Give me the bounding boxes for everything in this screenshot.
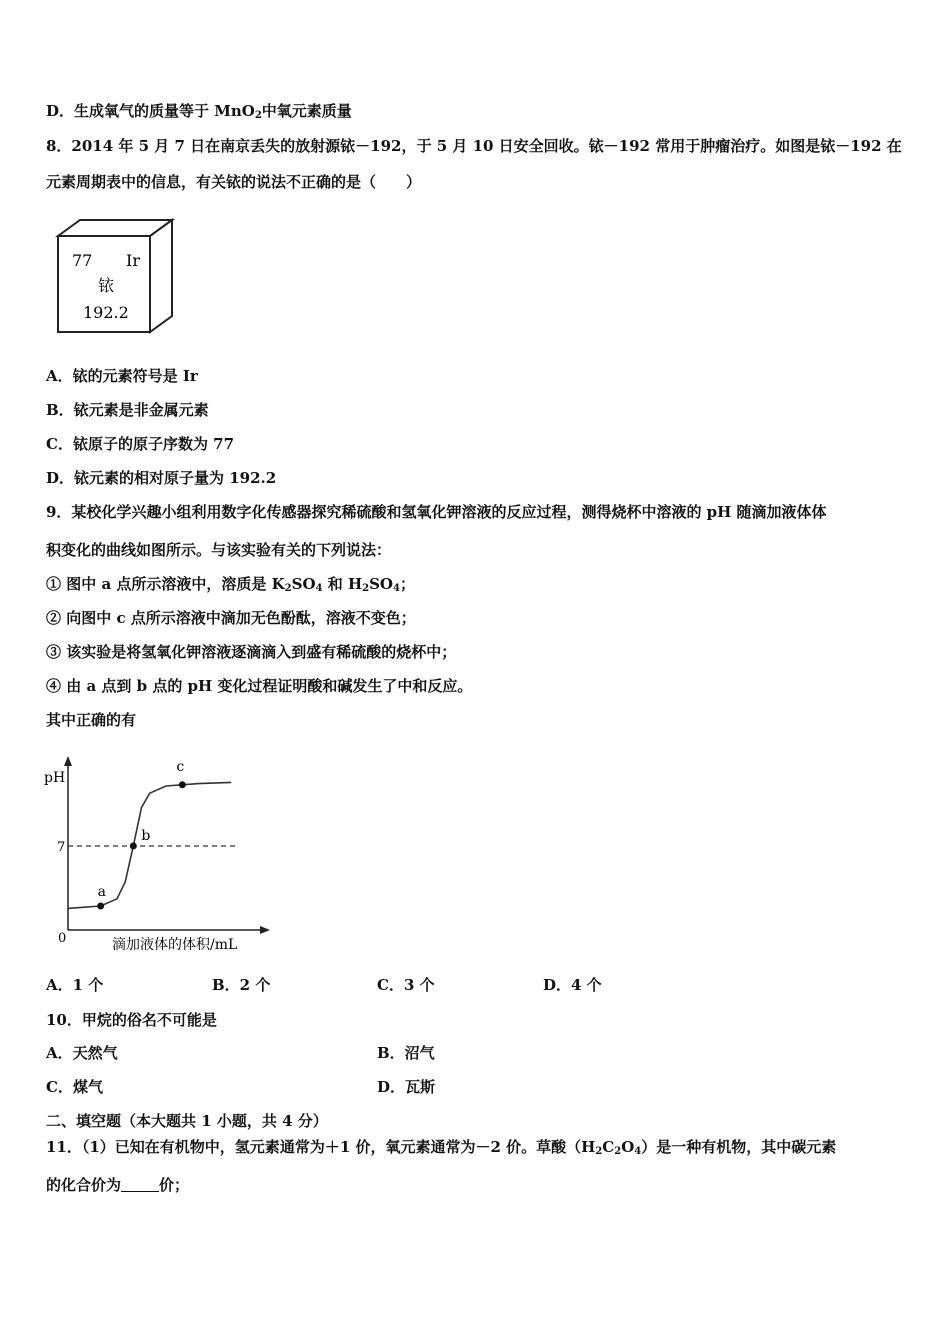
element-mass: 192.2 xyxy=(83,303,129,322)
point-a-label: a xyxy=(97,884,107,900)
point-c-label: c xyxy=(176,758,185,775)
point-c xyxy=(179,781,186,788)
origin-label: 0 xyxy=(58,931,67,946)
q7-option-d: D．生成氧气的质量等于 MnO$_2$中氧元素质量 xyxy=(46,102,352,121)
q9-statement-3: ③ 该实验是将氢氧化钾溶液逐滴滴入到盛有稀硫酸的烧杯中； xyxy=(46,643,457,661)
q10-option-c: C．煤气 xyxy=(46,1078,103,1096)
section-heading: 二、填空题（本大题共 1 小题，共 4 分） xyxy=(46,1112,328,1130)
element-symbol: Ir xyxy=(126,251,140,270)
y-axis-label: pH xyxy=(44,770,66,786)
q8-option-c: C．铱原子的原子序数为 77 xyxy=(46,435,235,453)
q10-option-d: D．瓦斯 xyxy=(377,1078,436,1096)
point-b xyxy=(130,843,137,850)
q9-option-b: B．2 个 xyxy=(212,976,271,994)
q11-stem-line1: 11．（1）已知在有机物中，氢元素通常为＋1 价，氧元素通常为－2 价。草酸$(H_2C_2O_4)$是一种有机物，其中碳元素 xyxy=(46,1138,837,1157)
q8-option-b: B．铱元素是非金属元素 xyxy=(46,401,209,419)
element-number: 77 xyxy=(72,251,93,270)
q9-statement-4: ④ 由 a 点到 b 点的 pH 变化过程证明酸和碱发生了中和反应。 xyxy=(46,677,473,695)
q8-option-a: A．铱的元素符号是 Ir xyxy=(46,367,198,385)
answer-blank[interactable] xyxy=(121,1177,159,1192)
element-card xyxy=(50,214,180,336)
element-name: 铱 xyxy=(98,276,115,295)
q9-stem-line2: 积变化的曲线如图所示。与该实验有关的下列说法： xyxy=(46,541,392,559)
ph-chart xyxy=(40,752,275,957)
y-axis-arrow xyxy=(64,756,72,766)
q9-stem-line1: 9．某校化学兴趣小组利用数字化传感器探究稀硫酸和氢氧化钾溶液的反应过程，测得烧杯中溶液的 pH 随滴加液体体 xyxy=(46,503,827,521)
point-b-label: b xyxy=(141,828,151,844)
q8-stem-line2: 元素周期表中的信息，有关铱的说法不正确的是（ ） xyxy=(46,173,422,191)
q11-stem-line2: 的化合价为 价； xyxy=(46,1176,190,1194)
y-tick-label-7: 7 xyxy=(57,840,66,855)
q9-option-c: C．3 个 xyxy=(377,976,435,994)
q9-ask: 其中正确的有 xyxy=(46,711,137,729)
x-axis-arrow xyxy=(260,926,270,934)
q9-option-a: A．1 个 xyxy=(46,976,104,994)
point-a xyxy=(97,903,104,910)
q9-option-d: D．4 个 xyxy=(543,976,602,994)
q10-option-b: B．沼气 xyxy=(377,1044,435,1062)
q10-stem: 10．甲烷的俗名不可能是 xyxy=(46,1011,217,1029)
q10-option-a: A．天然气 xyxy=(46,1044,118,1062)
q9-statement-1: ① 图中 a 点所示溶液中，溶质是 $K_2SO_4$ 和 $H_2SO_4$； xyxy=(46,575,415,594)
q9-statement-2: ② 向图中 c 点所示溶液中滴加无色酚酞，溶液不变色； xyxy=(46,609,416,627)
q8-option-d: D．铱元素的相对原子量为 192.2 xyxy=(46,469,277,487)
q8-stem-line1: 8．2014 年 5 月 7 日在南京丢失的放射源铱－192，于 5 月 10 日安全回收。铱－192 常用于肿瘤治疗。如图是铱－192 在 xyxy=(46,137,902,155)
x-axis-label: 滴加液体的体积/mL xyxy=(112,937,238,953)
